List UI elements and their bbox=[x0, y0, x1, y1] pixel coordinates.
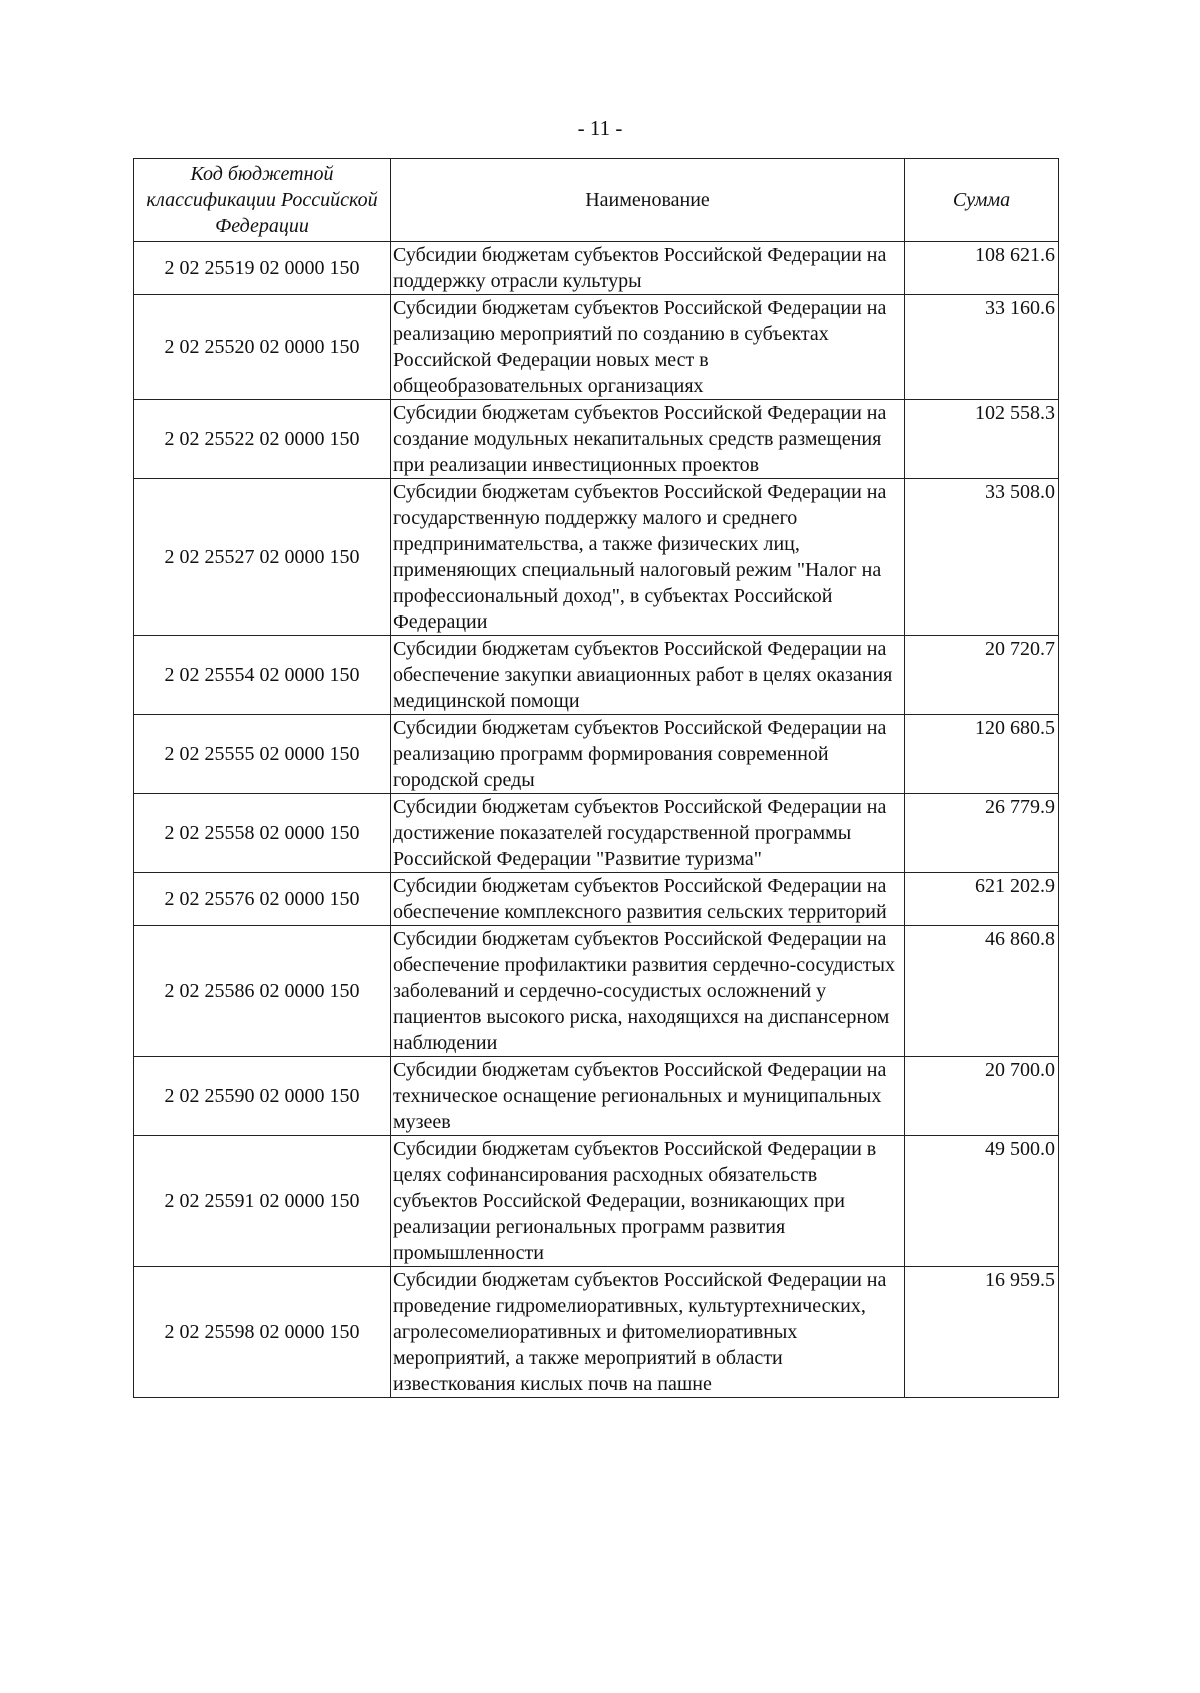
header-name: Наименование bbox=[391, 159, 905, 242]
row-sum: 33 160.6 bbox=[905, 295, 1059, 400]
table-row bbox=[134, 1267, 1059, 1398]
row-sum: 621 202.9 bbox=[905, 873, 1059, 926]
row-name: Субсидии бюджетам субъектов Российской Федерации на обеспечение профилактики развития сердечно-сосудистых заболеваний и сердечно-сосудистых осложнений у пациентов высокого риска, находящихся на диспансерном наблюдении bbox=[391, 926, 905, 1057]
table-row bbox=[134, 636, 1059, 715]
table-row bbox=[134, 1136, 1059, 1267]
row-sum: 16 959.5 bbox=[905, 1267, 1059, 1398]
row-name: Субсидии бюджетам субъектов Российской Федерации на создание модульных некапитальных средств размещения при реализации инвестиционных проектов bbox=[391, 400, 905, 479]
row-name: Субсидии бюджетам субъектов Российской Федерации на техническое оснащение региональных и муниципальных музеев bbox=[391, 1057, 905, 1136]
row-code: 2 02 25590 02 0000 150 bbox=[134, 1057, 391, 1136]
page-number: - 11 - bbox=[577, 116, 623, 140]
row-name: Субсидии бюджетам субъектов Российской Федерации на достижение показателей государственной программы Российской Федерации "Развитие туризма" bbox=[391, 794, 905, 873]
row-name: Субсидии бюджетам субъектов Российской Федерации на государственную поддержку малого и среднего предпринимательства, а также физических лиц, применяющих специальный налоговый режим "Налог на профессиональный доход", в субъектах Российской Федерации bbox=[391, 479, 905, 636]
table-header bbox=[134, 159, 1059, 242]
header-code: Код бюджетной классификации Российской Федерации bbox=[134, 159, 391, 242]
row-name: Субсидии бюджетам субъектов Российской Федерации на поддержку отрасли культуры bbox=[391, 242, 905, 295]
row-sum: 120 680.5 bbox=[905, 715, 1059, 794]
row-sum: 46 860.8 bbox=[905, 926, 1059, 1057]
row-name: Субсидии бюджетам субъектов Российской Федерации на проведение гидромелиоративных, культуртехнических, агролесомелиоративных и фитомелиоративных мероприятий, а также мероприятий в области известкования кислых почв на пашне bbox=[391, 1267, 905, 1398]
row-name: Субсидии бюджетам субъектов Российской Федерации на обеспечение закупки авиационных работ в целях оказания медицинской помощи bbox=[391, 636, 905, 715]
row-sum: 108 621.6 bbox=[905, 242, 1059, 295]
row-sum: 20 720.7 bbox=[905, 636, 1059, 715]
row-sum: 102 558.3 bbox=[905, 400, 1059, 479]
row-sum: 33 508.0 bbox=[905, 479, 1059, 636]
row-code: 2 02 25522 02 0000 150 bbox=[134, 400, 391, 479]
row-code: 2 02 25576 02 0000 150 bbox=[134, 873, 391, 926]
row-code: 2 02 25591 02 0000 150 bbox=[134, 1136, 391, 1267]
table-row bbox=[134, 242, 1059, 295]
table-row bbox=[134, 873, 1059, 926]
budget-table bbox=[133, 158, 1059, 1398]
table-row bbox=[134, 1057, 1059, 1136]
row-code: 2 02 25558 02 0000 150 bbox=[134, 794, 391, 873]
row-code: 2 02 25554 02 0000 150 bbox=[134, 636, 391, 715]
table-row bbox=[134, 479, 1059, 636]
table-row bbox=[134, 926, 1059, 1057]
row-code: 2 02 25527 02 0000 150 bbox=[134, 479, 391, 636]
row-sum: 20 700.0 bbox=[905, 1057, 1059, 1136]
table-row bbox=[134, 715, 1059, 794]
table-row bbox=[134, 794, 1059, 873]
table-row bbox=[134, 295, 1059, 400]
row-code: 2 02 25586 02 0000 150 bbox=[134, 926, 391, 1057]
table-body bbox=[134, 242, 1059, 1398]
row-name: Субсидии бюджетам субъектов Российской Федерации на реализацию мероприятий по созданию в субъектах Российской Федерации новых мест в общеобразовательных организациях bbox=[391, 295, 905, 400]
row-name: Субсидии бюджетам субъектов Российской Федерации на реализацию программ формирования современной городской среды bbox=[391, 715, 905, 794]
header-sum: Сумма bbox=[905, 159, 1059, 242]
row-code: 2 02 25555 02 0000 150 bbox=[134, 715, 391, 794]
row-code: 2 02 25598 02 0000 150 bbox=[134, 1267, 391, 1398]
row-code: 2 02 25519 02 0000 150 bbox=[134, 242, 391, 295]
row-sum: 26 779.9 bbox=[905, 794, 1059, 873]
row-sum: 49 500.0 bbox=[905, 1136, 1059, 1267]
table-row bbox=[134, 400, 1059, 479]
row-name: Субсидии бюджетам субъектов Российской Федерации на обеспечение комплексного развития сельских территорий bbox=[391, 873, 905, 926]
row-name: Субсидии бюджетам субъектов Российской Федерации в целях софинансирования расходных обязательств субъектов Российской Федерации, возникающих при реализации региональных программ развития промышленности bbox=[391, 1136, 905, 1267]
row-code: 2 02 25520 02 0000 150 bbox=[134, 295, 391, 400]
